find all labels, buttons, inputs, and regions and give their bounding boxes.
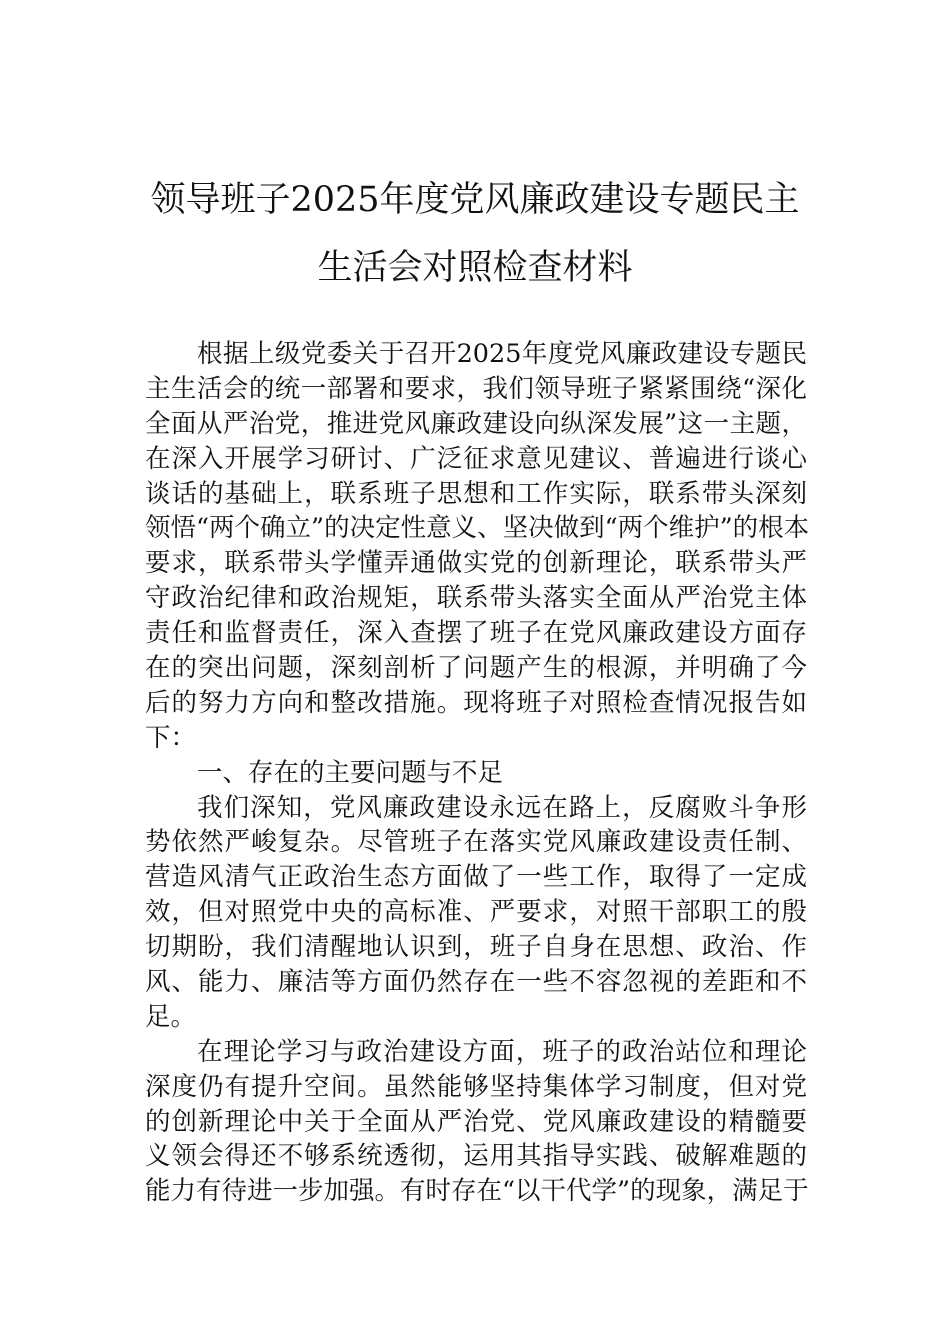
title-line: 生活会对照检查材料 xyxy=(317,248,633,288)
text-line: 责任和监督责任，深入查摆了班子在党风廉政建设方面存 xyxy=(145,618,807,649)
text-line: 深度仍有提升空间。虽然能够坚持集体学习制度，但对党 xyxy=(145,1071,807,1102)
text-line: 的创新理论中关于全面从严治党、党风廉政建设的精髓要 xyxy=(145,1106,807,1137)
text-line: 根据上级党委关于召开2025年度党风廉政建设专题民 xyxy=(197,339,807,369)
text-line: 全面从严治党，推进党风廉政建设向纵深发展”这一主题， xyxy=(145,408,807,439)
text-line: 在理论学习与政治建设方面，班子的政治站位和理论 xyxy=(197,1036,807,1067)
text-line: 足。 xyxy=(145,1001,197,1032)
text-line: 要求，联系带头学懂弄通做实党的创新理论，联系带头严 xyxy=(145,548,807,579)
text-line: 守政治纪律和政治规矩，联系带头落实全面从严治党主体 xyxy=(145,583,807,614)
text-line: 谈话的基础上，联系班子思想和工作实际，联系带头深刻 xyxy=(145,478,807,509)
text-line: 在深入开展学习研讨、广泛征求意见建议、普遍进行谈心 xyxy=(145,443,807,474)
section-heading: 一、存在的主要问题与不足 xyxy=(197,757,504,788)
text-line: 后的努力方向和整改措施。现将班子对照检查情况报告如 xyxy=(145,687,807,718)
document-body xyxy=(145,337,810,1209)
title-line: 领导班子2025年度党风廉政建设专题民主 xyxy=(150,180,800,220)
text-line: 营造风清气正政治生态方面做了一些工作，取得了一定成 xyxy=(145,862,807,893)
text-line: 势依然严峻复杂。尽管班子在落实党风廉政建设责任制、 xyxy=(145,827,807,858)
text-line: 能力有待进一步加强。有时存在“以干代学”的现象，满足于 xyxy=(145,1176,809,1207)
text-line: 我们深知，党风廉政建设永远在路上，反腐败斗争形 xyxy=(197,792,807,823)
text-line: 在的突出问题，深刻剖析了问题产生的根源，并明确了今 xyxy=(145,653,807,684)
text-line: 效，但对照党中央的高标准、严要求，对照干部职工的殷 xyxy=(145,897,807,928)
text-line: 下： xyxy=(145,722,197,753)
text-line: 领悟“两个确立”的决定性意义、坚决做到“两个维护”的根本 xyxy=(145,513,810,544)
text-line: 风、能力、廉洁等方面仍然存在一些不容忽视的差距和不 xyxy=(145,967,807,998)
text-line: 义领会得还不够系统透彻，运用其指导实践、破解难题的 xyxy=(145,1141,807,1172)
text-line: 切期盼，我们清醒地认识到，班子自身在思想、政治、作 xyxy=(145,932,807,963)
text-line: 主生活会的统一部署和要求，我们领导班子紧紧围绕“深化 xyxy=(145,373,807,404)
